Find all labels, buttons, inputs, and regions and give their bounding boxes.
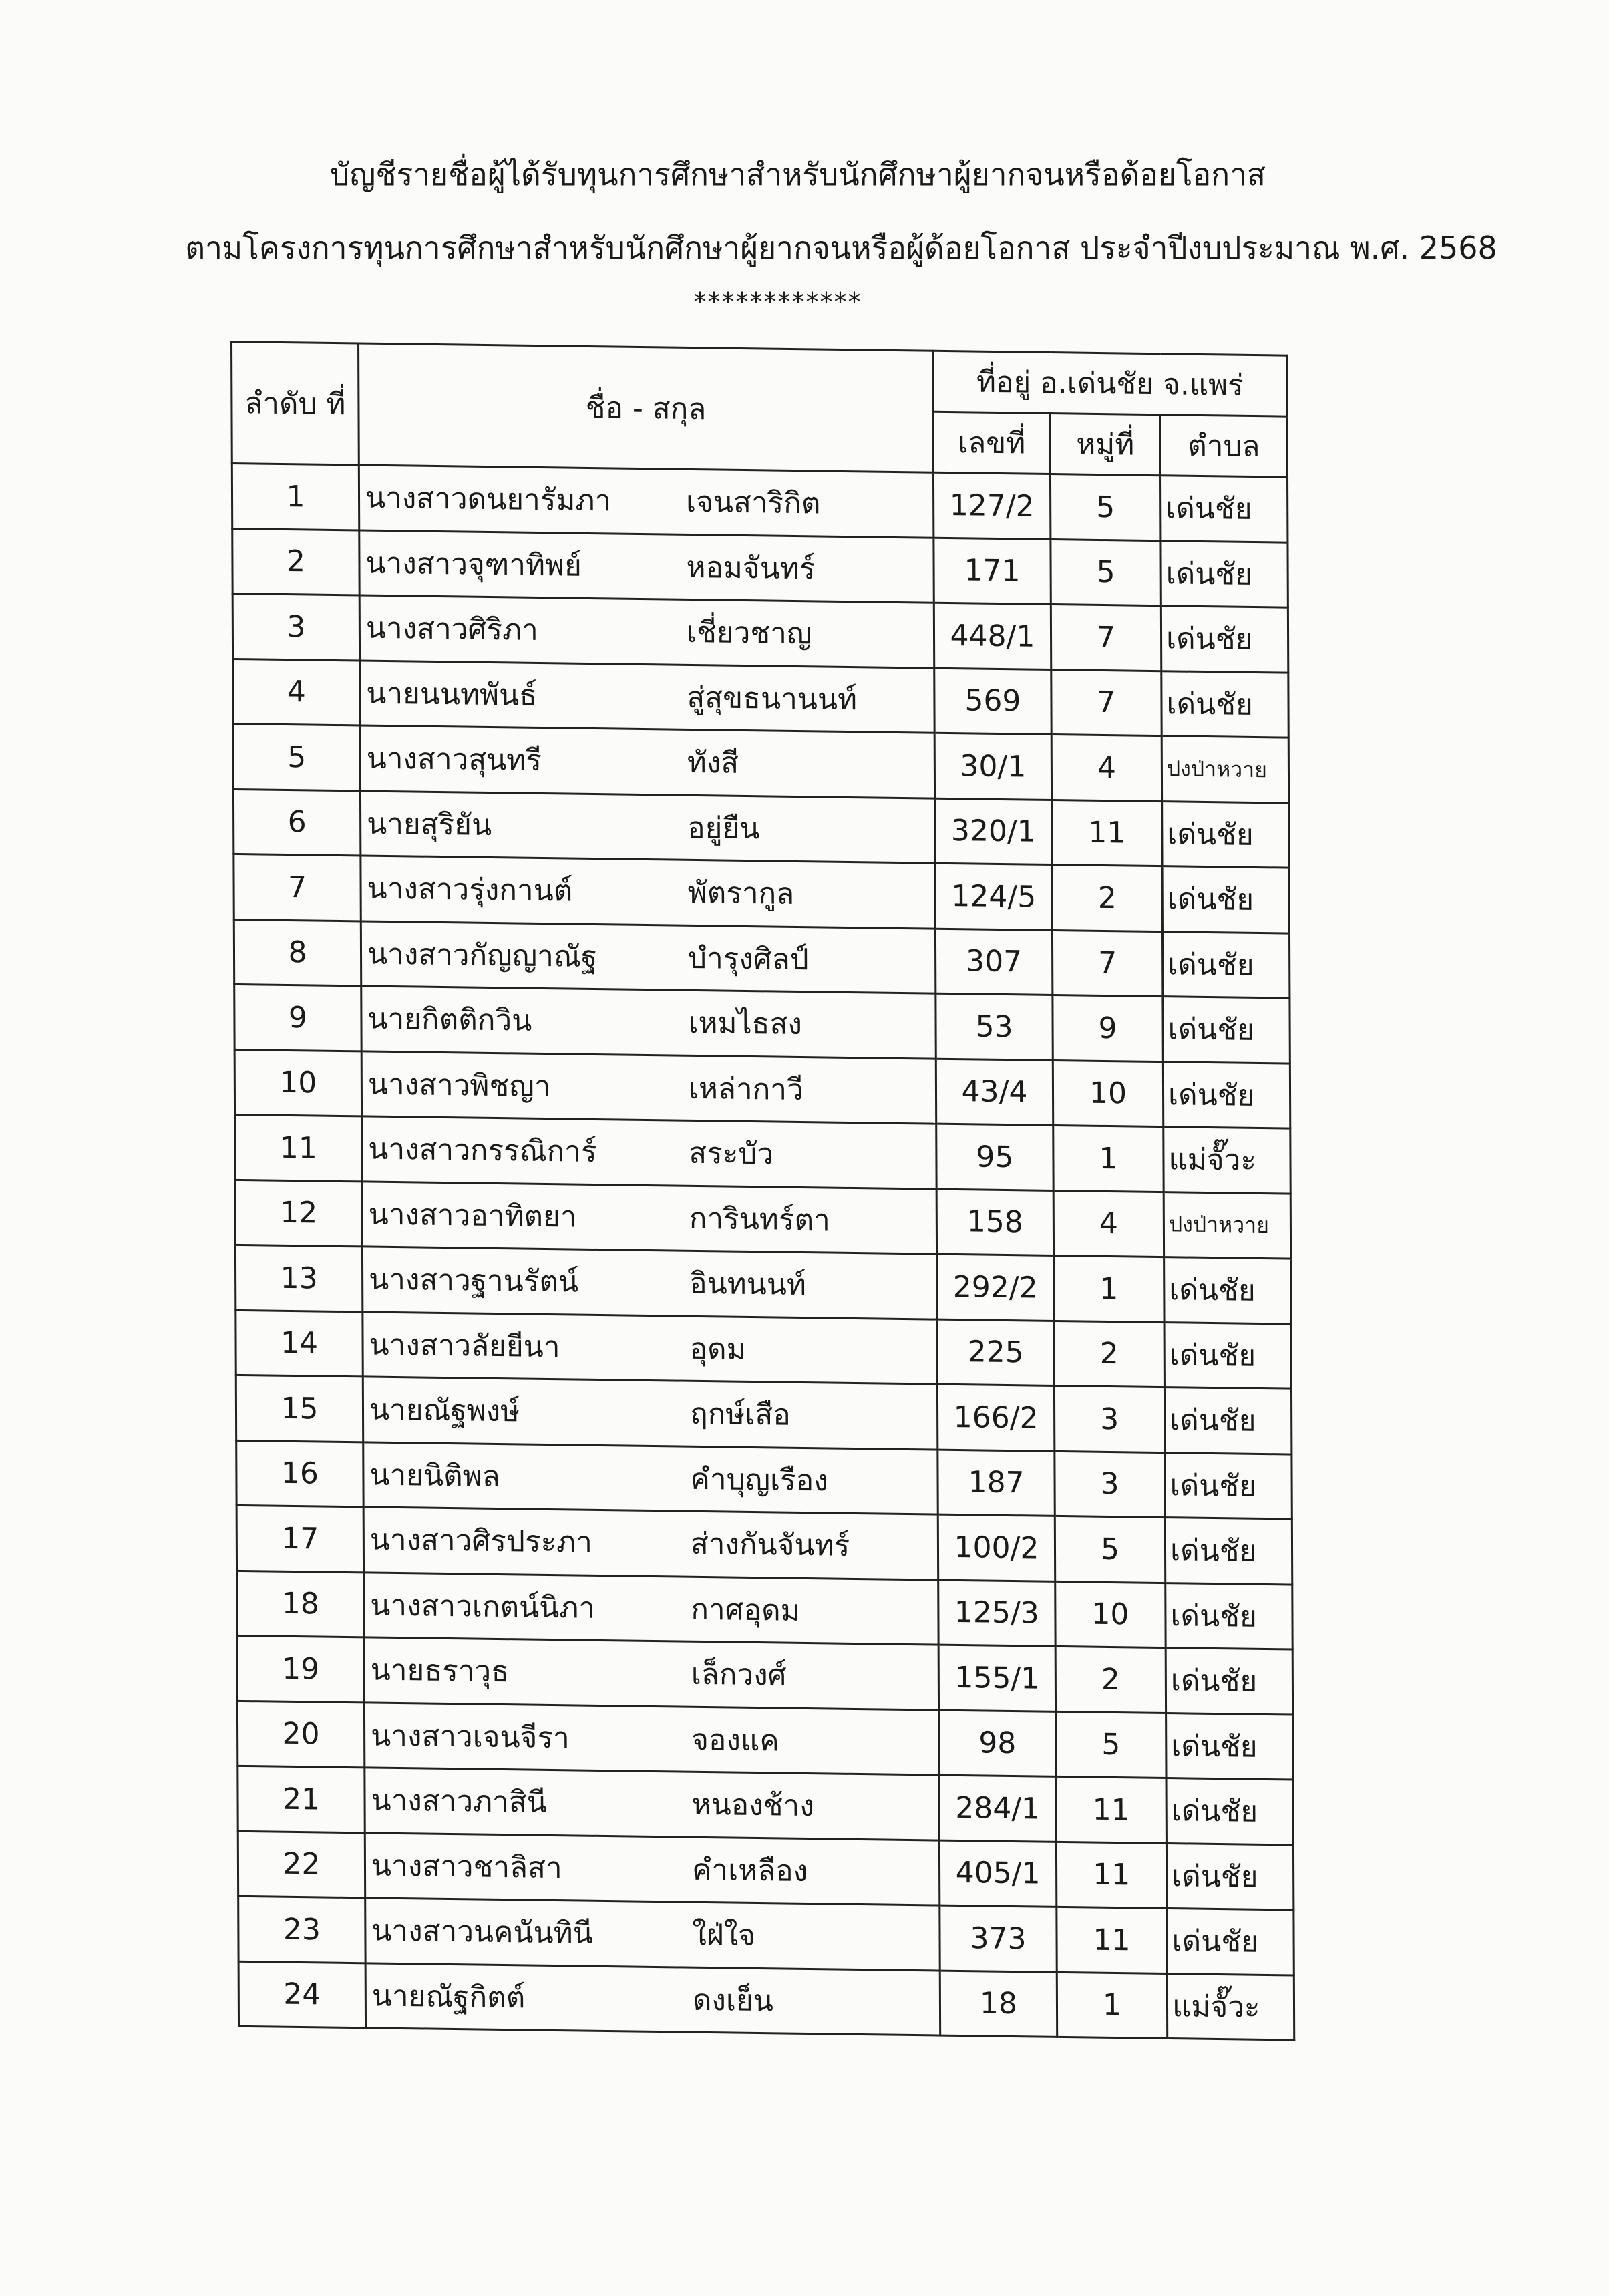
cell-name [364, 1572, 939, 1645]
cell-house-no: 448/1 [934, 603, 1051, 669]
surname: เชี่ยวชาญ [686, 615, 812, 651]
cell-order-no: 18 [237, 1571, 364, 1637]
cell-tambon: เด่นชัย [1166, 1843, 1293, 1910]
cell-order-no: 9 [234, 984, 361, 1051]
cell-name [361, 856, 936, 929]
cell-moo: 1 [1054, 1255, 1164, 1322]
surname: หนองช้าง [691, 1787, 814, 1824]
surname: เจนสาริกิต [686, 485, 821, 521]
cell-house-no: 155/1 [938, 1645, 1055, 1711]
given-name: นางสาวลัยยีนา [369, 1327, 560, 1364]
cell-order-no: 16 [236, 1440, 363, 1507]
cell-house-no: 43/4 [936, 1059, 1053, 1126]
given-name: นางสาวสุนทรี [366, 741, 542, 778]
cell-name [359, 595, 934, 668]
given-name: นายธราวุธ [370, 1653, 510, 1689]
cell-name [359, 530, 934, 603]
given-name: นายณัฐกิตต์ [371, 1979, 526, 2015]
cell-moo: 2 [1054, 1321, 1164, 1387]
cell-name [362, 1181, 937, 1254]
surname: ทังสี [687, 746, 739, 781]
cell-order-no: 12 [235, 1180, 362, 1247]
table-body [232, 464, 1294, 2040]
given-name: นายสุริยัน [367, 806, 492, 842]
cell-house-no: 18 [940, 1971, 1057, 2037]
given-name: นางสาวภาสินี [371, 1783, 547, 1820]
cell-order-no: 11 [235, 1114, 362, 1181]
surname: คำเหลือง [691, 1852, 808, 1889]
cell-moo: 5 [1055, 1516, 1165, 1583]
cell-order-no: 5 [233, 723, 360, 790]
title-separator: ************ [693, 287, 862, 317]
document-subtitle: ตามโครงการทุนการศึกษาสำหรับนักศึกษาผู้ยากจนหรือผู้ด้อยโอกาส ประจำปีงบประมาณ พ.ศ. 2568 [185, 230, 1497, 266]
cell-order-no: 4 [233, 659, 360, 725]
scholarship-recipients-table [230, 341, 1295, 2041]
surname: ดงเย็น [692, 1983, 773, 2019]
cell-name [360, 660, 935, 733]
cell-order-no: 1 [232, 464, 359, 530]
cell-house-no: 320/1 [935, 798, 1052, 865]
given-name: นางสาวเจนจีรา [371, 1718, 570, 1756]
cell-name [362, 1116, 937, 1189]
surname: บำรุงศิลป์ [687, 941, 809, 977]
header-name: ชื่อ - สกุล [359, 343, 934, 472]
cell-order-no: 21 [238, 1766, 365, 1832]
given-name: นางสาวพิชญา [367, 1067, 551, 1104]
header-address: ที่อยู่ อ.เด่นชัย จ.แพร่ [933, 351, 1287, 416]
cell-house-no: 125/3 [938, 1580, 1055, 1647]
cell-house-no: 166/2 [937, 1384, 1054, 1451]
cell-tambon: เด่นชัย [1167, 1909, 1294, 1975]
cell-moo: 5 [1050, 474, 1160, 541]
cell-tambon: ปงป่าหวาย [1161, 736, 1288, 803]
surname: หอมจันทร์ [686, 550, 816, 587]
cell-moo: 1 [1053, 1125, 1164, 1192]
cell-house-no: 284/1 [939, 1775, 1056, 1842]
cell-moo: 3 [1055, 1451, 1165, 1518]
cell-name [359, 465, 934, 538]
cell-name [361, 986, 936, 1059]
given-name: นางสาวกรรณิการ์ [368, 1132, 597, 1170]
given-name: นางสาวศิรประภา [369, 1522, 593, 1561]
cell-tambon: เด่นชัย [1166, 1648, 1292, 1715]
surname: เล็กวงศ์ [691, 1657, 787, 1693]
cell-house-no: 127/2 [933, 472, 1050, 539]
cell-name [360, 790, 935, 863]
cell-order-no: 22 [238, 1831, 365, 1898]
cell-order-no: 7 [234, 854, 361, 921]
surname: อุดม [689, 1331, 746, 1367]
cell-moo: 11 [1056, 1842, 1166, 1909]
given-name: นายนิติพล [369, 1458, 500, 1494]
given-name: นายกิตติกวิน [367, 1001, 532, 1039]
cell-name [363, 1311, 938, 1384]
cell-house-no: 569 [934, 668, 1051, 735]
cell-moo: 9 [1053, 995, 1163, 1061]
header-house-no: เลขที่ [933, 412, 1050, 474]
cell-tambon: เด่นชัย [1161, 671, 1288, 737]
cell-tambon: เด่นชัย [1161, 540, 1288, 607]
surname: ส่างกันจันทร์ [690, 1527, 850, 1564]
surname: สู่สุขธนานนท์ [687, 680, 858, 717]
header-order-no: ลำดับ ที่ [232, 342, 359, 465]
cell-tambon: เด่นชัย [1161, 606, 1288, 673]
cell-house-no: 405/1 [939, 1840, 1056, 1907]
surname: เหล่ากาวี [688, 1071, 803, 1107]
cell-name [360, 725, 935, 798]
cell-moo: 10 [1055, 1581, 1166, 1648]
cell-moo: 10 [1053, 1060, 1163, 1127]
cell-order-no: 8 [234, 919, 361, 986]
cell-tambon: เด่นชัย [1160, 476, 1287, 542]
cell-name [363, 1442, 938, 1514]
cell-house-no: 124/5 [935, 863, 1052, 930]
given-name: นางสาวอาทิตยา [368, 1197, 577, 1235]
cell-tambon: ปงป่าหวาย [1164, 1192, 1290, 1259]
given-name: นางสาวรุ่งกานต์ [367, 871, 573, 909]
given-name: นางสาวจุฑาทิพย์ [365, 546, 582, 583]
surname: พัตรากูล [687, 876, 795, 912]
cell-name [365, 1832, 940, 1905]
cell-order-no: 15 [236, 1375, 363, 1442]
cell-house-no: 171 [934, 538, 1051, 605]
cell-name [365, 1898, 940, 1971]
surname: คำบุญเรือง [690, 1462, 828, 1498]
cell-moo: 4 [1051, 735, 1161, 802]
cell-moo: 11 [1056, 1776, 1166, 1843]
cell-name [363, 1507, 938, 1580]
given-name: นางสาวดนยารัมภา [365, 480, 612, 518]
cell-house-no: 225 [937, 1319, 1054, 1386]
cell-tambon: แม่จั๊วะ [1164, 1127, 1290, 1194]
cell-moo: 11 [1052, 800, 1162, 866]
cell-order-no: 17 [236, 1505, 363, 1572]
cell-name [364, 1702, 939, 1775]
cell-tambon: เด่นชัย [1164, 1387, 1291, 1454]
given-name: นางสาวฐานรัตน์ [369, 1262, 579, 1299]
cell-tambon: เด่นชัย [1162, 931, 1289, 998]
cell-moo: 11 [1057, 1907, 1167, 1973]
cell-moo: 5 [1056, 1711, 1166, 1778]
cell-name [361, 921, 936, 993]
surname: ใฝ่ใจ [692, 1917, 756, 1953]
given-name: นางสาวศิริภา [365, 611, 538, 648]
cell-order-no: 20 [237, 1701, 364, 1768]
cell-order-no: 2 [232, 528, 359, 595]
cell-house-no: 95 [936, 1124, 1053, 1190]
cell-moo: 5 [1051, 539, 1161, 606]
cell-tambon: เด่นชัย [1166, 1713, 1293, 1780]
surname: อยู่ยืน [687, 810, 760, 846]
table-row [238, 1961, 1294, 2040]
cell-name [363, 1377, 938, 1450]
cell-house-no: 98 [939, 1710, 1056, 1777]
document-title: บัญชีรายชื่อผู้ได้รับทุนการศึกษาสำหรับนักศึกษาผู้ยากจนหรือด้อยโอกาส [329, 156, 1266, 192]
surname: อินทนนท์ [689, 1267, 807, 1303]
cell-tambon: เด่นชัย [1166, 1778, 1293, 1845]
cell-tambon: เด่นชัย [1166, 1583, 1292, 1649]
cell-order-no: 10 [234, 1049, 361, 1116]
cell-name [365, 1963, 940, 2035]
cell-house-no: 373 [940, 1905, 1057, 1972]
cell-house-no: 53 [936, 993, 1053, 1060]
surname: เหมไธสง [688, 1006, 803, 1042]
cell-tambon: แม่จั๊วะ [1167, 1973, 1294, 2040]
surname: จองแค [691, 1722, 779, 1758]
cell-house-no: 292/2 [937, 1254, 1054, 1321]
given-name: นางสาวนคนันทินี [371, 1913, 593, 1951]
cell-moo: 2 [1052, 864, 1162, 931]
given-name: นางสาวชาลิสา [371, 1848, 562, 1885]
cell-name [362, 1247, 937, 1319]
cell-name [365, 1768, 940, 1840]
header-moo: หมู่ที่ [1050, 414, 1160, 476]
cell-order-no: 23 [238, 1896, 365, 1963]
cell-moo: 4 [1053, 1190, 1164, 1257]
cell-order-no: 3 [232, 593, 359, 660]
cell-house-no: 187 [938, 1450, 1055, 1516]
cell-order-no: 24 [238, 1961, 365, 2028]
cell-moo: 7 [1051, 605, 1161, 671]
cell-order-no: 6 [233, 789, 360, 856]
cell-moo: 7 [1052, 930, 1162, 997]
cell-tambon: เด่นชัย [1165, 1452, 1292, 1519]
cell-name [361, 1051, 936, 1124]
cell-tambon: เด่นชัย [1162, 866, 1289, 933]
cell-tambon: เด่นชัย [1164, 1322, 1291, 1389]
cell-moo: 1 [1057, 1972, 1167, 2039]
cell-tambon: เด่นชัย [1163, 1061, 1290, 1128]
surname: สระบัว [689, 1136, 774, 1172]
given-name: นางสาวกัญญาณัฐ [367, 937, 598, 974]
cell-moo: 2 [1055, 1646, 1166, 1713]
surname: การินทร์ตา [689, 1201, 830, 1238]
cell-tambon: เด่นชัย [1162, 801, 1289, 868]
cell-moo: 3 [1054, 1385, 1164, 1452]
cell-order-no: 13 [235, 1245, 362, 1311]
surname: กาศอุดม [691, 1592, 800, 1628]
cell-tambon: เด่นชัย [1163, 997, 1290, 1063]
cell-house-no: 307 [935, 929, 1052, 995]
given-name: นายณัฐพงษ์ [369, 1392, 520, 1429]
given-name: นางสาวเกตน์นิภา [370, 1588, 596, 1625]
cell-name [364, 1637, 939, 1710]
cell-tambon: เด่นชัย [1164, 1257, 1291, 1324]
cell-house-no: 158 [936, 1189, 1053, 1256]
header-tambon: ตำบล [1160, 415, 1287, 477]
cell-house-no: 100/2 [938, 1514, 1055, 1581]
cell-house-no: 30/1 [934, 733, 1051, 800]
cell-tambon: เด่นชัย [1165, 1518, 1292, 1585]
cell-order-no: 19 [237, 1635, 364, 1702]
cell-order-no: 14 [236, 1310, 363, 1377]
surname: ฤกษ์เสือ [689, 1397, 791, 1432]
given-name: นายนนทพันธ์ [366, 676, 538, 713]
cell-moo: 7 [1051, 669, 1161, 736]
